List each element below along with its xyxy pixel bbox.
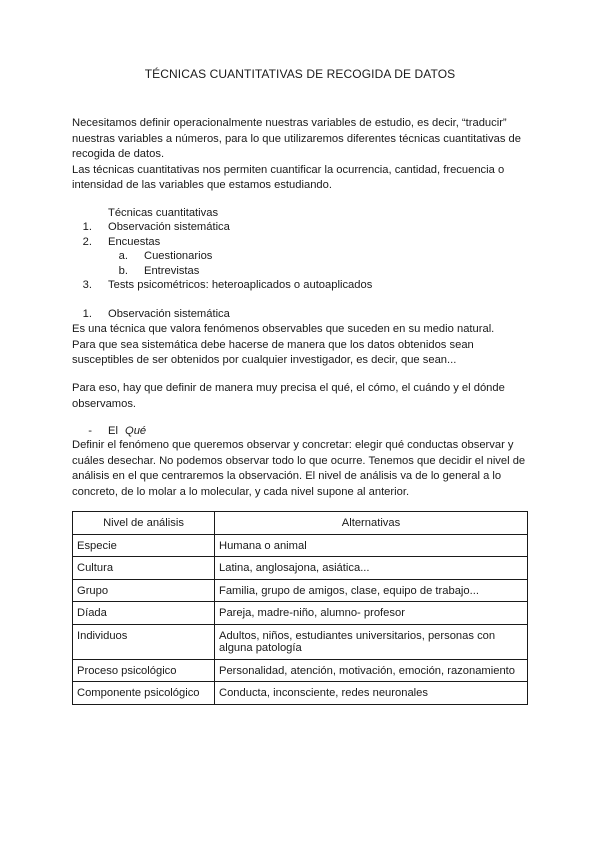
table-cell-level: Cultura	[73, 557, 215, 580]
table-header-row	[73, 512, 528, 535]
table-row	[73, 682, 528, 705]
table-row	[73, 579, 528, 602]
table-cell-level: Individuos	[73, 624, 215, 659]
table-cell-alternatives: Familia, grupo de amigos, clase, equipo de trabajo...	[215, 579, 528, 602]
section-line: Para que sea sistemática debe hacerse de manera que los datos obtenidos sean	[72, 338, 474, 351]
table-header: Alternativas	[215, 512, 528, 535]
intro-line: recogida de datos.	[72, 148, 165, 160]
que-word: Qué	[125, 425, 147, 437]
table-row	[73, 624, 528, 659]
table-row	[73, 659, 528, 682]
table-row	[73, 602, 528, 625]
table-cell-level: Grupo	[73, 579, 215, 602]
que-paragraph	[72, 438, 528, 500]
section-paragraph	[72, 322, 528, 369]
table-cell-level: Componente psicológico	[73, 682, 215, 705]
que-line: concreto, de lo molar a lo molecular, y cada nivel supone al anterior.	[72, 485, 410, 498]
intro-line: intensidad de las variables que estamos estudiando.	[72, 179, 332, 191]
table-row	[73, 557, 528, 580]
document-title: TÉCNICAS CUANTITATIVAS DE RECOGIDA DE DATOS	[144, 67, 456, 81]
section-line: Es una técnica que valora fenómenos observables que suceden en su medio natural.	[72, 323, 495, 335]
table-cell-alternatives: Pareja, madre-niño, alumno- profesor	[215, 602, 528, 625]
dash-bullet: -	[88, 425, 92, 437]
section-line: susceptibles de ser obtenidos por cualquier investigador, es decir, que sean...	[72, 354, 457, 366]
intro-line: Las técnicas cuantitativas nos permiten cuantificar la ocurrencia, cantidad, frecuencia o	[72, 163, 505, 176]
intro-line: nuestras variables a números, para lo que utilizaremos diferentes técnicas cuantitativas de	[72, 132, 521, 145]
table-cell-alternatives: Adultos, niños, estudiantes universitarios, personas con alguna patología	[215, 624, 528, 659]
table-cell-level: Proceso psicológico	[73, 659, 215, 682]
outline-text: Tests psicométricos: heteroaplicados o autoaplicados	[108, 279, 373, 291]
section-line: Para eso, hay que definir de manera muy precisa el qué, el cómo, el cuándo y el dónde	[72, 382, 505, 394]
outline-text: Cuestionarios	[144, 250, 213, 262]
outline-text: Observación sistemática	[108, 221, 230, 233]
outline-text: Encuestas	[108, 236, 161, 248]
outline-text: Entrevistas	[144, 265, 200, 277]
outline-marker: 2.	[82, 236, 92, 248]
table-cell-alternatives: Latina, anglosajona, asiática...	[215, 557, 528, 580]
outline-marker: 1.	[82, 221, 92, 233]
table-cell-alternatives: Humana o animal	[215, 534, 528, 557]
que-line: cuáles desechar. No podemos observar todo lo que ocurre. Tenemos que decidir el nivel de	[72, 454, 526, 467]
que-line: análisis en el que centraremos la observación. El nivel de análisis va de lo general a lo	[72, 470, 502, 482]
table-cell-alternatives: Conducta, inconsciente, redes neuronales	[215, 682, 528, 705]
outline-marker: a.	[118, 250, 128, 262]
intro-paragraph	[72, 116, 528, 194]
table-cell-level: Especie	[73, 534, 215, 557]
table-header: Nivel de análisis	[73, 512, 215, 535]
outline-heading: Técnicas cuantitativas	[108, 207, 219, 219]
section-marker: 1.	[82, 308, 92, 320]
analysis-levels-table	[72, 511, 528, 705]
section-line: observamos.	[72, 397, 137, 410]
section-title: Observación sistemática	[108, 308, 230, 320]
que-line: Definir el fenómeno que queremos observar y concretar: elegir qué conductas observar y	[72, 439, 514, 451]
section-paragraph-2	[72, 381, 528, 412]
intro-line: Necesitamos definir operacionalmente nuestras variables de estudio, es decir, “traducir”	[72, 117, 507, 129]
table-cell-level: Díada	[73, 602, 215, 625]
table-cell-alternatives: Personalidad, atención, motivación, emoción, razonamiento	[215, 659, 528, 682]
outline-marker: 3.	[82, 279, 92, 291]
table-row	[73, 534, 528, 557]
outline-marker: b.	[118, 265, 128, 277]
que-prefix: El	[108, 425, 118, 437]
